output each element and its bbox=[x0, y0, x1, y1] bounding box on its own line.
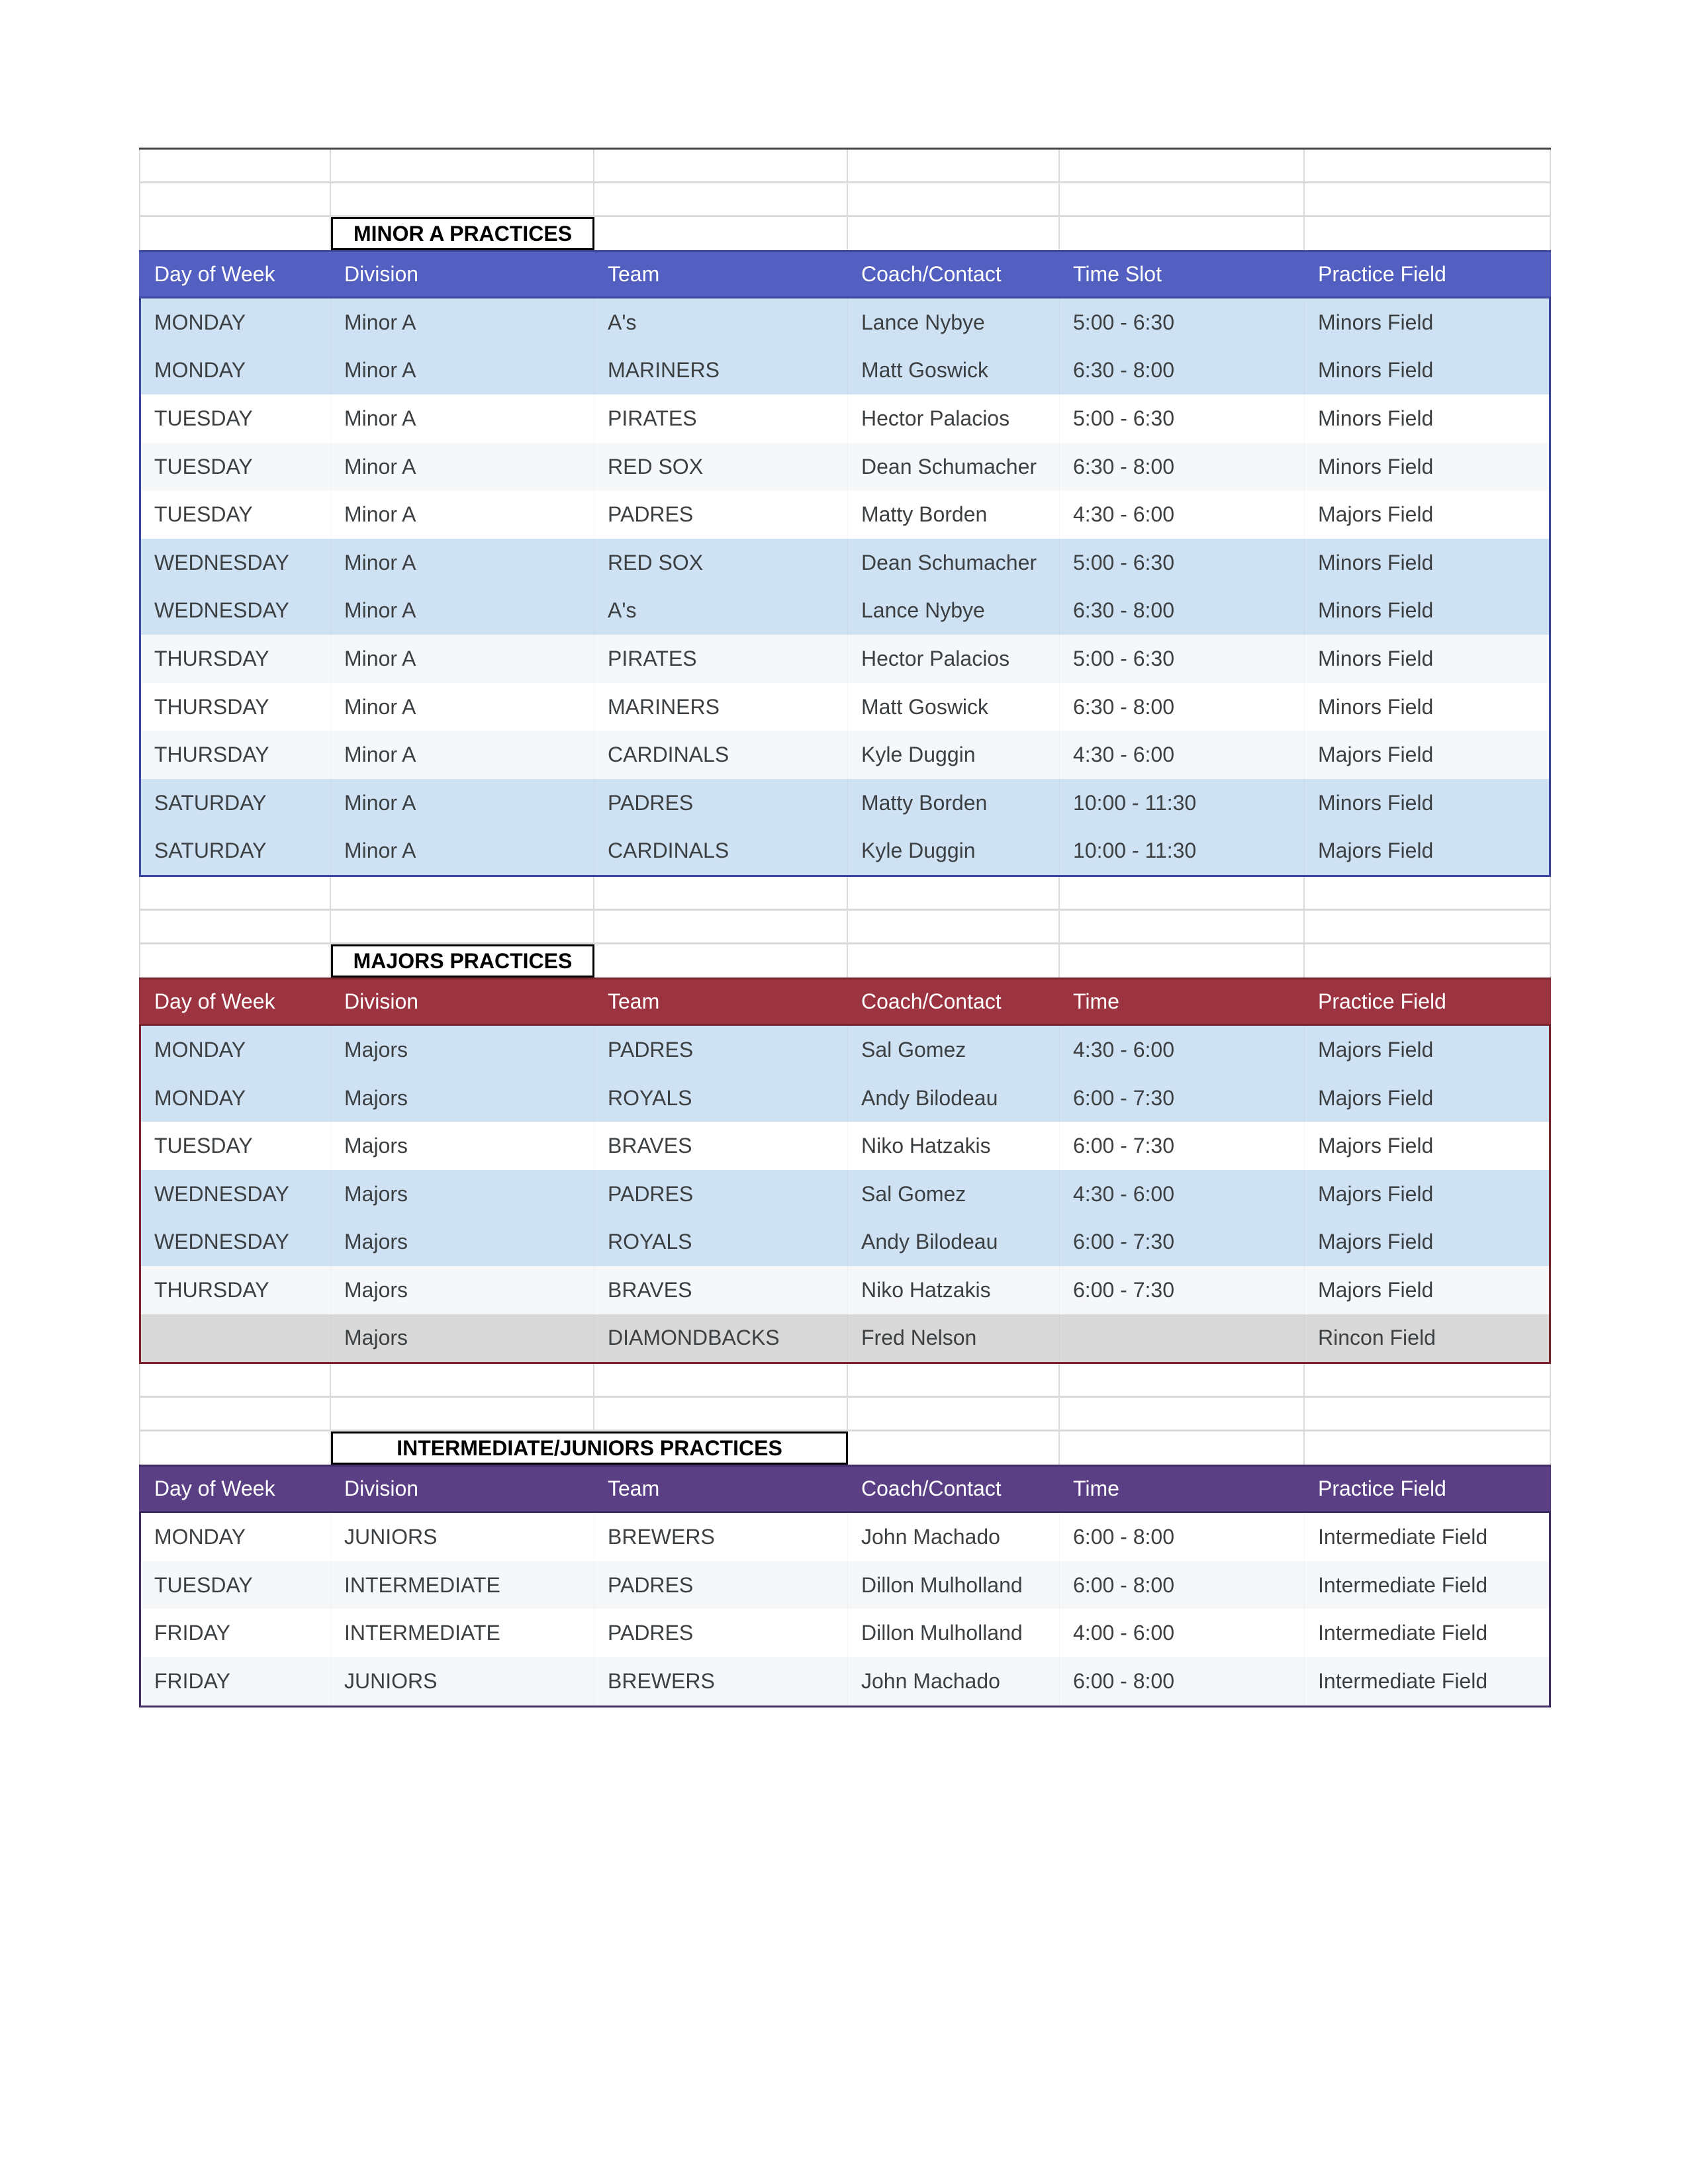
table-row bbox=[141, 394, 1549, 443]
cell-day-of-week[interactable]: SATURDAY bbox=[141, 779, 331, 827]
column-header-practice-field[interactable]: Practice Field bbox=[1318, 1477, 1446, 1501]
table-row bbox=[141, 587, 1549, 635]
cell-time[interactable]: 6:00 - 7:30 bbox=[1060, 1074, 1305, 1122]
empty-cell[interactable] bbox=[1060, 944, 1305, 978]
empty-cell[interactable] bbox=[139, 150, 331, 183]
empty-cell[interactable] bbox=[594, 911, 848, 944]
cell-time[interactable]: 6:30 - 8:00 bbox=[1060, 683, 1305, 731]
table-row bbox=[141, 1609, 1549, 1657]
cell-coach-contact[interactable]: Dillon Mulholland bbox=[848, 1561, 1060, 1610]
cell-time[interactable]: 6:00 - 8:00 bbox=[1060, 1657, 1305, 1706]
column-header-time[interactable]: Time bbox=[1073, 989, 1119, 1014]
blank-row bbox=[139, 911, 1551, 944]
table-row bbox=[141, 347, 1549, 395]
empty-cell[interactable] bbox=[594, 944, 848, 978]
empty-cell[interactable] bbox=[331, 1398, 594, 1432]
section-title: MAJORS PRACTICES bbox=[331, 944, 594, 978]
cell-coach-contact[interactable]: Dean Schumacher bbox=[848, 539, 1060, 587]
cell-practice-field[interactable]: Minors Field bbox=[1305, 587, 1549, 635]
empty-cell[interactable] bbox=[848, 911, 1060, 944]
cell-division[interactable]: Minor A bbox=[331, 779, 594, 827]
column-header-division[interactable]: Division bbox=[344, 1477, 419, 1501]
table-row bbox=[141, 1218, 1549, 1267]
empty-cell[interactable] bbox=[848, 1398, 1060, 1432]
cell-time[interactable]: 6:30 - 8:00 bbox=[1060, 587, 1305, 635]
cell-day-of-week[interactable]: WEDNESDAY bbox=[141, 587, 331, 635]
cell-day-of-week[interactable] bbox=[141, 1314, 331, 1363]
blank-row bbox=[139, 1398, 1551, 1432]
cell-division[interactable]: JUNIORS bbox=[331, 1657, 594, 1706]
cell-division[interactable]: JUNIORS bbox=[331, 1513, 594, 1561]
empty-cell[interactable] bbox=[594, 217, 848, 250]
cell-practice-field[interactable]: Intermediate Field bbox=[1305, 1561, 1549, 1610]
cell-team[interactable]: CARDINALS bbox=[594, 731, 848, 779]
empty-cell[interactable] bbox=[594, 1398, 848, 1432]
cell-team[interactable]: PIRATES bbox=[594, 635, 848, 683]
cell-day-of-week[interactable]: SATURDAY bbox=[141, 827, 331, 876]
cell-time[interactable]: 6:00 - 8:00 bbox=[1060, 1513, 1305, 1561]
cell-practice-field[interactable]: Majors Field bbox=[1305, 1122, 1549, 1170]
cell-team[interactable]: BREWERS bbox=[594, 1657, 848, 1706]
cell-practice-field[interactable]: Majors Field bbox=[1305, 490, 1549, 539]
cell-team[interactable]: PIRATES bbox=[594, 394, 848, 443]
cell-practice-field[interactable]: Rincon Field bbox=[1305, 1314, 1549, 1363]
cell-time[interactable]: 5:00 - 6:30 bbox=[1060, 539, 1305, 587]
empty-cell[interactable] bbox=[1060, 911, 1305, 944]
cell-team[interactable]: PADRES bbox=[594, 1609, 848, 1657]
cell-day-of-week[interactable]: TUESDAY bbox=[141, 1122, 331, 1170]
cell-division[interactable]: Minor A bbox=[331, 587, 594, 635]
cell-coach-contact[interactable]: Niko Hatzakis bbox=[848, 1266, 1060, 1314]
cell-division[interactable]: Majors bbox=[331, 1314, 594, 1363]
cell-practice-field[interactable]: Majors Field bbox=[1305, 1218, 1549, 1267]
cell-coach-contact[interactable]: Lance Nybye bbox=[848, 298, 1060, 347]
cell-time[interactable]: 6:00 - 7:30 bbox=[1060, 1218, 1305, 1267]
empty-cell[interactable] bbox=[594, 183, 848, 217]
table-row bbox=[141, 539, 1549, 587]
cell-team[interactable]: PADRES bbox=[594, 1561, 848, 1610]
cell-division[interactable]: Majors bbox=[331, 1026, 594, 1074]
cell-practice-field[interactable]: Intermediate Field bbox=[1305, 1513, 1549, 1561]
table-row bbox=[141, 827, 1549, 876]
empty-cell[interactable] bbox=[139, 217, 331, 250]
table-row bbox=[141, 683, 1549, 731]
cell-time[interactable]: 4:30 - 6:00 bbox=[1060, 731, 1305, 779]
cell-coach-contact[interactable]: Matty Borden bbox=[848, 779, 1060, 827]
cell-team[interactable]: ROYALS bbox=[594, 1218, 848, 1267]
cell-division[interactable]: Minor A bbox=[331, 539, 594, 587]
blank-row bbox=[139, 183, 1551, 217]
cell-team[interactable]: ROYALS bbox=[594, 1074, 848, 1122]
column-header-day-of-week[interactable]: Day of Week bbox=[154, 262, 275, 286]
majors-table bbox=[139, 978, 1551, 1364]
column-header-time[interactable]: Time Slot bbox=[1073, 262, 1162, 286]
sections bbox=[139, 150, 1551, 1707]
cell-coach-contact[interactable]: John Machado bbox=[848, 1513, 1060, 1561]
cell-time[interactable]: 10:00 - 11:30 bbox=[1060, 827, 1305, 876]
empty-cell[interactable] bbox=[1305, 183, 1551, 217]
cell-time[interactable]: 5:00 - 6:30 bbox=[1060, 635, 1305, 683]
cell-day-of-week[interactable]: MONDAY bbox=[141, 298, 331, 347]
cell-coach-contact[interactable]: Matty Borden bbox=[848, 490, 1060, 539]
table-row bbox=[141, 1026, 1549, 1074]
column-header-team[interactable]: Team bbox=[608, 989, 660, 1014]
cell-time[interactable]: 4:30 - 6:00 bbox=[1060, 1026, 1305, 1074]
cell-coach-contact[interactable]: Hector Palacios bbox=[848, 394, 1060, 443]
cell-team[interactable]: A's bbox=[594, 587, 848, 635]
empty-cell[interactable] bbox=[331, 150, 594, 183]
empty-cell[interactable] bbox=[1305, 1432, 1551, 1465]
cell-time[interactable]: 4:30 - 6:00 bbox=[1060, 490, 1305, 539]
table-row bbox=[141, 490, 1549, 539]
blank-row bbox=[139, 150, 1551, 183]
cell-team[interactable]: BRAVES bbox=[594, 1122, 848, 1170]
empty-cell[interactable] bbox=[1305, 1398, 1551, 1432]
cell-coach-contact[interactable]: Andy Bilodeau bbox=[848, 1218, 1060, 1267]
table-row bbox=[141, 1122, 1549, 1170]
cell-day-of-week[interactable]: WEDNESDAY bbox=[141, 1170, 331, 1218]
cell-time[interactable]: 6:00 - 7:30 bbox=[1060, 1266, 1305, 1314]
column-header-division[interactable]: Division bbox=[344, 989, 419, 1014]
column-header-day-of-week[interactable]: Day of Week bbox=[154, 1477, 275, 1501]
empty-cell[interactable] bbox=[331, 911, 594, 944]
cell-division[interactable]: Minor A bbox=[331, 298, 594, 347]
empty-cell[interactable] bbox=[139, 877, 331, 911]
cell-coach-contact[interactable]: Dean Schumacher bbox=[848, 443, 1060, 491]
empty-cell[interactable] bbox=[139, 944, 331, 978]
cell-day-of-week[interactable]: WEDNESDAY bbox=[141, 539, 331, 587]
cell-division[interactable]: Minor A bbox=[331, 635, 594, 683]
empty-cell[interactable] bbox=[594, 877, 848, 911]
column-header-practice-field[interactable]: Practice Field bbox=[1318, 989, 1446, 1014]
cell-practice-field[interactable]: Majors Field bbox=[1305, 827, 1549, 876]
empty-cell[interactable] bbox=[1060, 877, 1305, 911]
cell-practice-field[interactable]: Minors Field bbox=[1305, 394, 1549, 443]
cell-practice-field[interactable]: Minors Field bbox=[1305, 779, 1549, 827]
empty-cell[interactable] bbox=[1060, 150, 1305, 183]
empty-cell[interactable] bbox=[331, 877, 594, 911]
table-row bbox=[141, 1266, 1549, 1314]
column-header-coach-contact[interactable]: Coach/Contact bbox=[861, 1477, 1002, 1501]
cell-day-of-week[interactable]: TUESDAY bbox=[141, 1561, 331, 1610]
cell-coach-contact[interactable]: Kyle Duggin bbox=[848, 827, 1060, 876]
empty-cell[interactable] bbox=[1060, 1432, 1305, 1465]
cell-division[interactable]: Minor A bbox=[331, 490, 594, 539]
cell-coach-contact[interactable]: Matt Goswick bbox=[848, 347, 1060, 395]
cell-practice-field[interactable]: Majors Field bbox=[1305, 1074, 1549, 1122]
cell-division[interactable]: Majors bbox=[331, 1266, 594, 1314]
cell-coach-contact[interactable]: Dillon Mulholland bbox=[848, 1609, 1060, 1657]
empty-cell[interactable] bbox=[594, 1364, 848, 1398]
empty-cell[interactable] bbox=[139, 1398, 331, 1432]
cell-day-of-week[interactable]: TUESDAY bbox=[141, 443, 331, 491]
cell-day-of-week[interactable]: TUESDAY bbox=[141, 394, 331, 443]
empty-cell[interactable] bbox=[594, 150, 848, 183]
cell-division[interactable]: Majors bbox=[331, 1218, 594, 1267]
section-title-row bbox=[139, 217, 1551, 250]
column-header-practice-field[interactable]: Practice Field bbox=[1318, 262, 1446, 286]
column-header-team[interactable]: Team bbox=[608, 1477, 660, 1501]
cell-day-of-week[interactable]: THURSDAY bbox=[141, 1266, 331, 1314]
blank-row bbox=[139, 1364, 1551, 1398]
column-header-time[interactable]: Time bbox=[1073, 1477, 1119, 1501]
cell-division[interactable]: Minor A bbox=[331, 347, 594, 395]
column-header-division[interactable]: Division bbox=[344, 262, 419, 286]
cell-team[interactable]: MARINERS bbox=[594, 347, 848, 395]
cell-practice-field[interactable]: Intermediate Field bbox=[1305, 1609, 1549, 1657]
cell-team[interactable]: PADRES bbox=[594, 1026, 848, 1074]
cell-division[interactable]: Majors bbox=[331, 1074, 594, 1122]
empty-cell[interactable] bbox=[331, 1364, 594, 1398]
empty-cell[interactable] bbox=[1060, 1364, 1305, 1398]
empty-cell[interactable] bbox=[848, 1432, 1060, 1465]
cell-team[interactable]: CARDINALS bbox=[594, 827, 848, 876]
cell-division[interactable]: INTERMEDIATE bbox=[331, 1609, 594, 1657]
cell-time[interactable]: 5:00 - 6:30 bbox=[1060, 298, 1305, 347]
cell-team[interactable]: BREWERS bbox=[594, 1513, 848, 1561]
empty-cell[interactable] bbox=[139, 1432, 331, 1465]
table-row bbox=[141, 1513, 1549, 1561]
empty-cell[interactable] bbox=[848, 877, 1060, 911]
cell-practice-field[interactable]: Majors Field bbox=[1305, 731, 1549, 779]
table-header bbox=[139, 1465, 1551, 1513]
cell-time[interactable]: 6:00 - 8:00 bbox=[1060, 1561, 1305, 1610]
cell-team[interactable]: RED SOX bbox=[594, 443, 848, 491]
table-row bbox=[141, 1314, 1549, 1363]
cell-team[interactable]: MARINERS bbox=[594, 683, 848, 731]
table-row bbox=[141, 298, 1549, 347]
table-row bbox=[141, 731, 1549, 779]
cell-division[interactable]: Minor A bbox=[331, 394, 594, 443]
table-header bbox=[139, 250, 1551, 298]
blank-row bbox=[139, 877, 1551, 911]
cell-time[interactable]: 5:00 - 6:30 bbox=[1060, 394, 1305, 443]
cell-day-of-week[interactable]: MONDAY bbox=[141, 1513, 331, 1561]
cell-practice-field[interactable]: Minors Field bbox=[1305, 298, 1549, 347]
empty-cell[interactable] bbox=[1060, 1398, 1305, 1432]
table-row bbox=[141, 779, 1549, 827]
section-title: INTERMEDIATE/JUNIORS PRACTICES bbox=[331, 1432, 848, 1465]
cell-practice-field[interactable]: Minors Field bbox=[1305, 347, 1549, 395]
empty-cell[interactable] bbox=[1305, 150, 1551, 183]
cell-coach-contact[interactable]: Niko Hatzakis bbox=[848, 1122, 1060, 1170]
cell-team[interactable]: PADRES bbox=[594, 490, 848, 539]
cell-day-of-week[interactable]: THURSDAY bbox=[141, 731, 331, 779]
cell-team[interactable]: DIAMONDBACKS bbox=[594, 1314, 848, 1363]
cell-day-of-week[interactable]: MONDAY bbox=[141, 1026, 331, 1074]
cell-division[interactable]: Minor A bbox=[331, 827, 594, 876]
empty-cell[interactable] bbox=[139, 911, 331, 944]
table-row bbox=[141, 1657, 1549, 1706]
cell-day-of-week[interactable]: THURSDAY bbox=[141, 635, 331, 683]
column-header-team[interactable]: Team bbox=[608, 262, 660, 286]
cell-time[interactable]: 4:30 - 6:00 bbox=[1060, 1170, 1305, 1218]
column-header-coach-contact[interactable]: Coach/Contact bbox=[861, 989, 1002, 1014]
cell-day-of-week[interactable]: WEDNESDAY bbox=[141, 1218, 331, 1267]
empty-cell[interactable] bbox=[1060, 183, 1305, 217]
cell-day-of-week[interactable]: TUESDAY bbox=[141, 490, 331, 539]
cell-team[interactable]: PADRES bbox=[594, 779, 848, 827]
cell-practice-field[interactable]: Majors Field bbox=[1305, 1266, 1549, 1314]
cell-practice-field[interactable]: Minors Field bbox=[1305, 443, 1549, 491]
section-title: MINOR A PRACTICES bbox=[331, 217, 594, 250]
section-title-row bbox=[139, 944, 1551, 978]
cell-time[interactable]: 6:00 - 7:30 bbox=[1060, 1122, 1305, 1170]
cell-practice-field[interactable]: Intermediate Field bbox=[1305, 1657, 1549, 1706]
cell-coach-contact[interactable]: Kyle Duggin bbox=[848, 731, 1060, 779]
table-row bbox=[141, 1561, 1549, 1610]
cell-practice-field[interactable]: Majors Field bbox=[1305, 1170, 1549, 1218]
empty-cell[interactable] bbox=[848, 944, 1060, 978]
section-title-row bbox=[139, 1432, 1551, 1465]
empty-cell[interactable] bbox=[139, 1364, 331, 1398]
intermediate-juniors-table bbox=[139, 1465, 1551, 1707]
cell-practice-field[interactable]: Minors Field bbox=[1305, 539, 1549, 587]
cell-time[interactable]: 4:00 - 6:00 bbox=[1060, 1609, 1305, 1657]
cell-division[interactable]: INTERMEDIATE bbox=[331, 1561, 594, 1610]
minor-a-table bbox=[139, 250, 1551, 877]
cell-coach-contact[interactable]: John Machado bbox=[848, 1657, 1060, 1706]
cell-day-of-week[interactable]: MONDAY bbox=[141, 347, 331, 395]
cell-division[interactable]: Minor A bbox=[331, 731, 594, 779]
cell-time[interactable]: 6:30 - 8:00 bbox=[1060, 347, 1305, 395]
empty-cell[interactable] bbox=[848, 150, 1060, 183]
empty-cell[interactable] bbox=[848, 217, 1060, 250]
table-row bbox=[141, 635, 1549, 683]
cell-practice-field[interactable]: Minors Field bbox=[1305, 635, 1549, 683]
table-row bbox=[141, 443, 1549, 491]
cell-day-of-week[interactable]: MONDAY bbox=[141, 1074, 331, 1122]
cell-team[interactable]: PADRES bbox=[594, 1170, 848, 1218]
empty-cell[interactable] bbox=[1305, 877, 1551, 911]
empty-cell[interactable] bbox=[331, 183, 594, 217]
table-row bbox=[141, 1170, 1549, 1218]
cell-team[interactable]: BRAVES bbox=[594, 1266, 848, 1314]
cell-division[interactable]: Majors bbox=[331, 1122, 594, 1170]
table-header bbox=[139, 978, 1551, 1026]
empty-cell[interactable] bbox=[1060, 217, 1305, 250]
cell-team[interactable]: RED SOX bbox=[594, 539, 848, 587]
cell-coach-contact[interactable]: Sal Gomez bbox=[848, 1026, 1060, 1074]
cell-time[interactable] bbox=[1060, 1314, 1305, 1363]
empty-cell[interactable] bbox=[1305, 944, 1551, 978]
cell-day-of-week[interactable]: FRIDAY bbox=[141, 1609, 331, 1657]
cell-coach-contact[interactable]: Matt Goswick bbox=[848, 683, 1060, 731]
empty-cell[interactable] bbox=[1305, 1364, 1551, 1398]
cell-practice-field[interactable]: Minors Field bbox=[1305, 683, 1549, 731]
empty-cell[interactable] bbox=[848, 183, 1060, 217]
cell-coach-contact[interactable]: Sal Gomez bbox=[848, 1170, 1060, 1218]
empty-cell[interactable] bbox=[848, 1364, 1060, 1398]
cell-coach-contact[interactable]: Andy Bilodeau bbox=[848, 1074, 1060, 1122]
cell-coach-contact[interactable]: Fred Nelson bbox=[848, 1314, 1060, 1363]
column-header-day-of-week[interactable]: Day of Week bbox=[154, 989, 275, 1014]
spreadsheet bbox=[139, 148, 1551, 1707]
cell-division[interactable]: Minor A bbox=[331, 683, 594, 731]
empty-cell[interactable] bbox=[1305, 911, 1551, 944]
empty-cell[interactable] bbox=[1305, 217, 1551, 250]
cell-coach-contact[interactable]: Hector Palacios bbox=[848, 635, 1060, 683]
table-row bbox=[141, 1074, 1549, 1122]
cell-time[interactable]: 6:30 - 8:00 bbox=[1060, 443, 1305, 491]
cell-coach-contact[interactable]: Lance Nybye bbox=[848, 587, 1060, 635]
cell-day-of-week[interactable]: THURSDAY bbox=[141, 683, 331, 731]
cell-practice-field[interactable]: Majors Field bbox=[1305, 1026, 1549, 1074]
cell-time[interactable]: 10:00 - 11:30 bbox=[1060, 779, 1305, 827]
empty-cell[interactable] bbox=[139, 183, 331, 217]
cell-day-of-week[interactable]: FRIDAY bbox=[141, 1657, 331, 1706]
column-header-coach-contact[interactable]: Coach/Contact bbox=[861, 262, 1002, 286]
cell-team[interactable]: A's bbox=[594, 298, 848, 347]
cell-division[interactable]: Majors bbox=[331, 1170, 594, 1218]
cell-division[interactable]: Minor A bbox=[331, 443, 594, 491]
